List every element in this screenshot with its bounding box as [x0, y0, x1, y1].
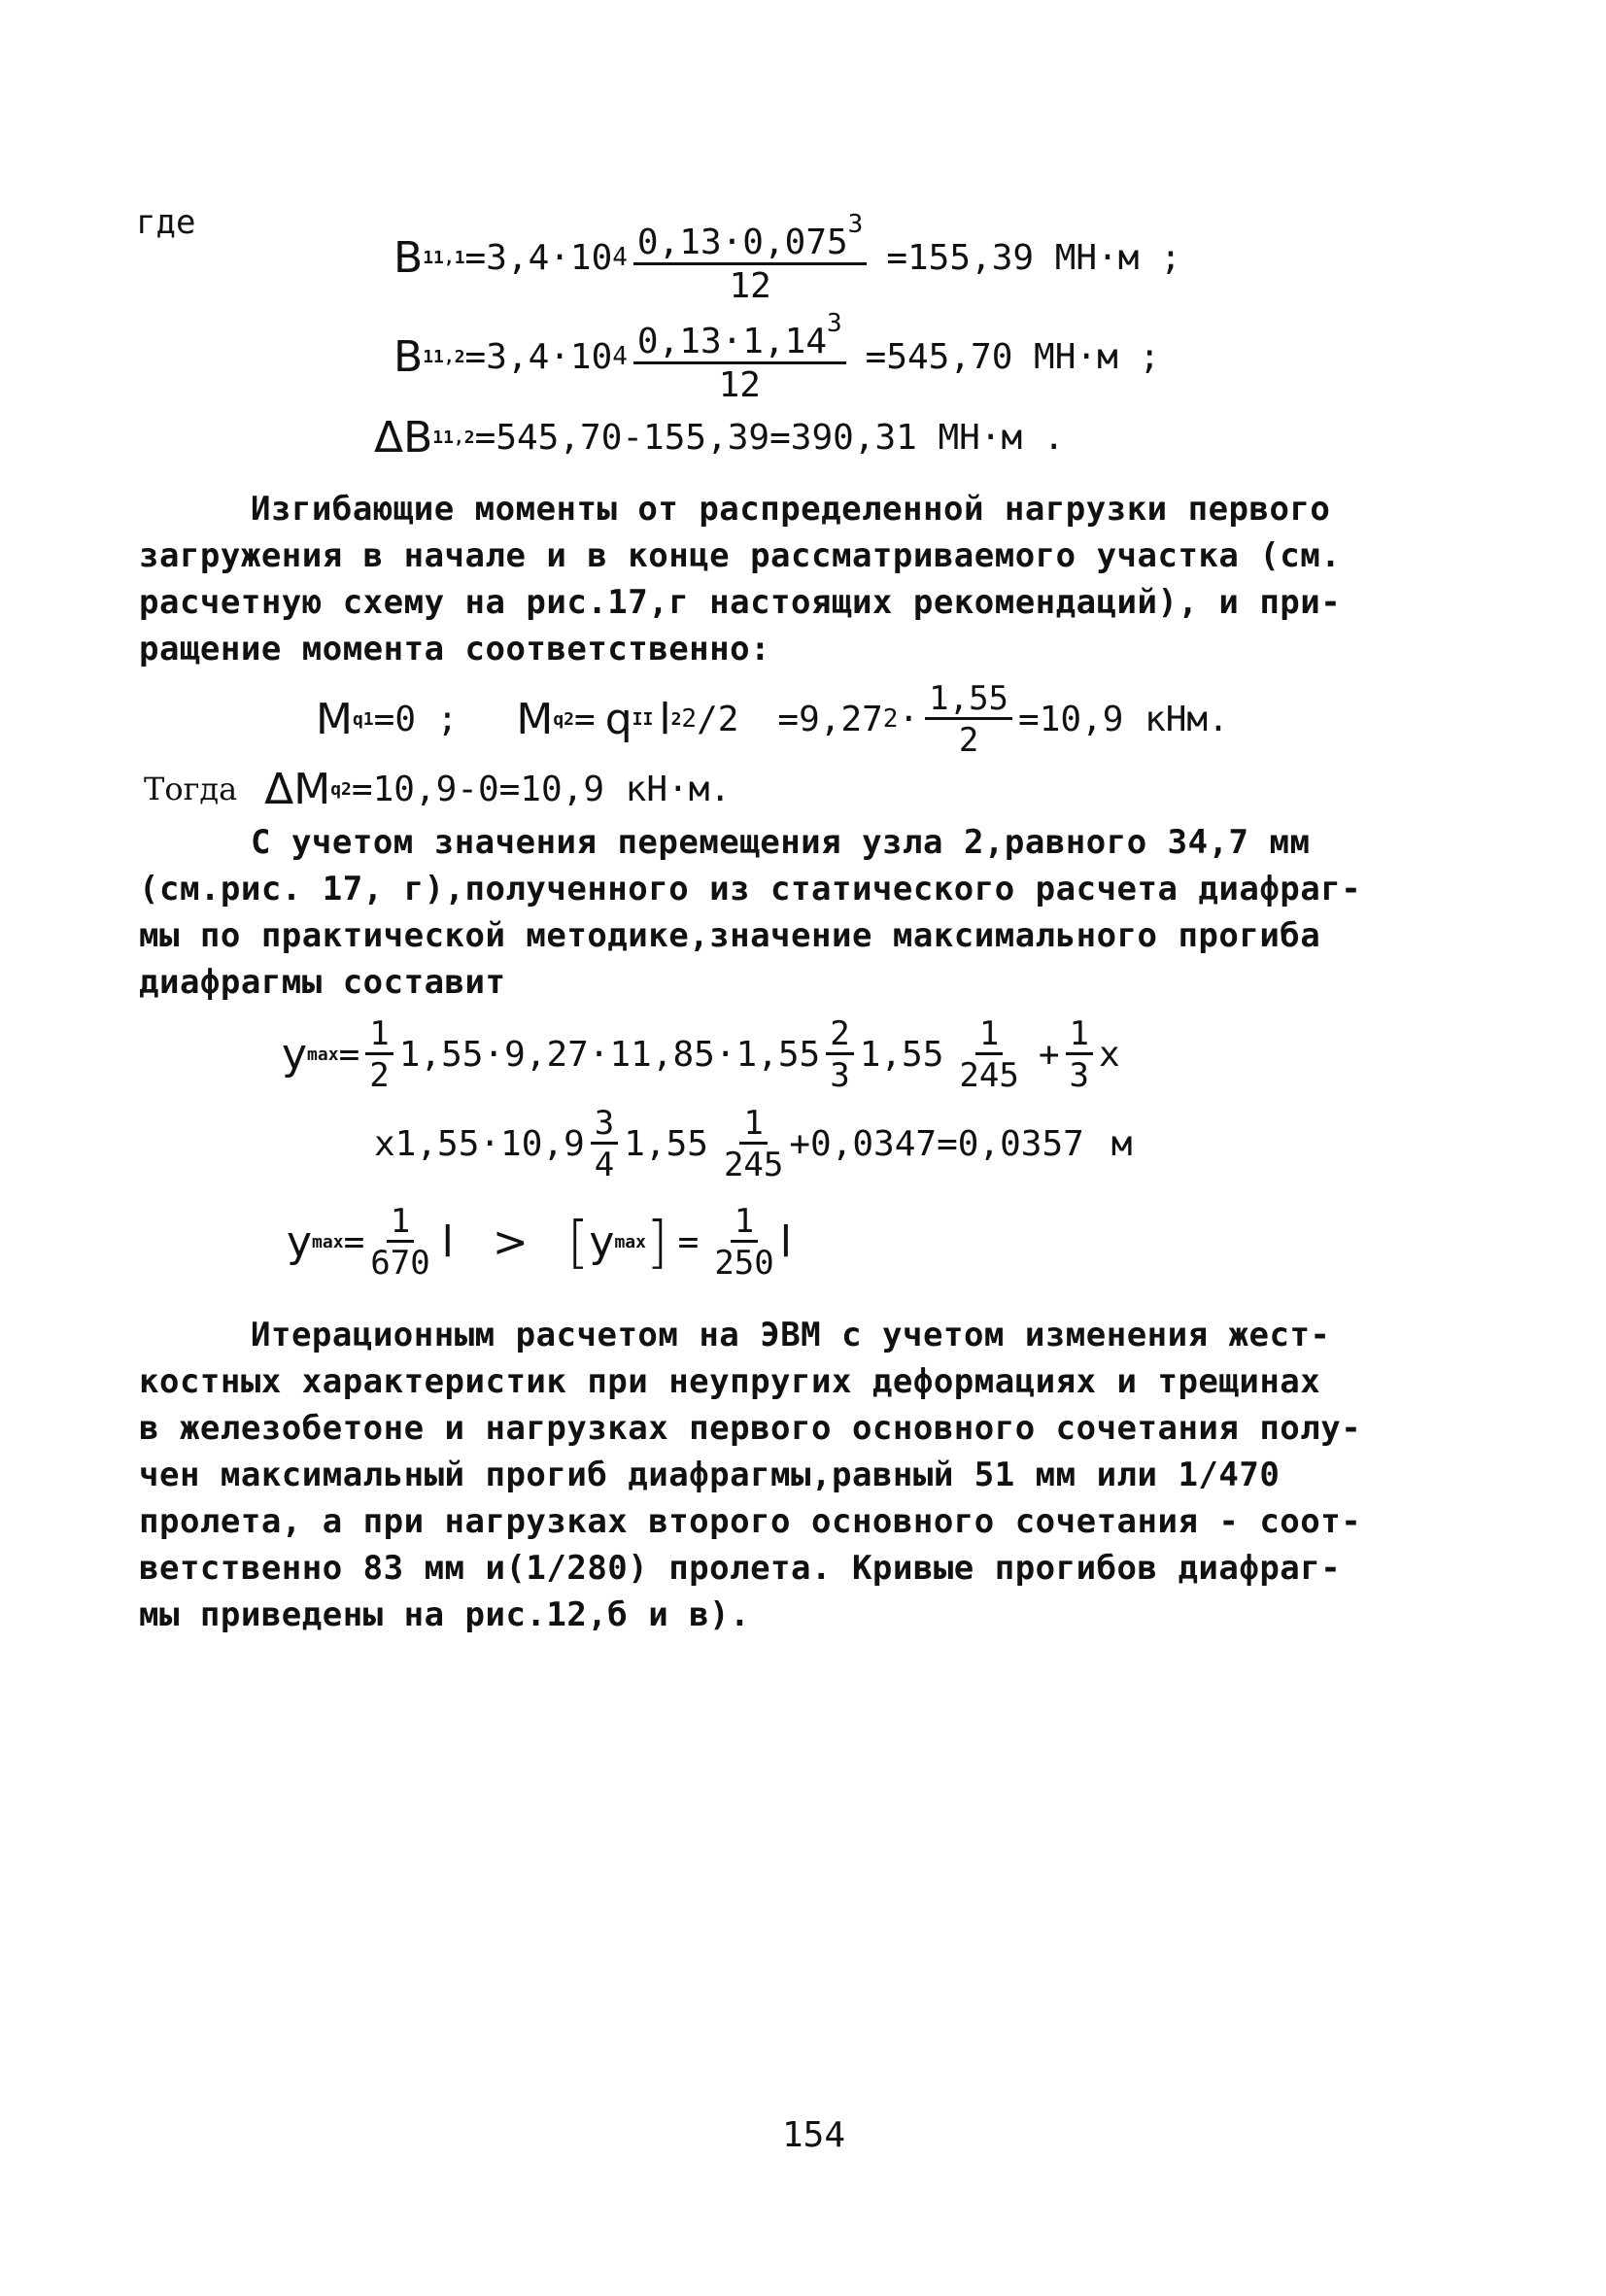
eq-sign: = [338, 1034, 360, 1075]
equation-delta-b [374, 408, 1065, 466]
eq-symbol: B [393, 331, 424, 382]
fraction-denominator: 250 [714, 1243, 774, 1283]
text-line: в железобетоне и нагрузках первого основного сочетания полу- [139, 1409, 1362, 1448]
text-line: загружения в начале и в конце рассматриваемого участка (см. [139, 536, 1342, 575]
eq-symbol: y [589, 1217, 615, 1267]
eq-lead: x1,55·10,9 [374, 1123, 585, 1164]
eq-value: =0 ; [373, 699, 459, 739]
fraction-numerator: 1 [365, 1017, 393, 1055]
eq-symbol: ΔB [374, 412, 433, 463]
eq-subscript: max [312, 1231, 344, 1252]
fraction-denominator: 12 [718, 364, 761, 405]
eq-right-bracket: ] [645, 1209, 668, 1275]
text-line: пролета, а при нагрузках второго основного сочетания - соот- [139, 1502, 1362, 1541]
text-line: костных характеристик при неупругих деформациях и трещинах [139, 1362, 1321, 1401]
text-line: расчетную схему на рис.17,г настоящих рекомендаций), и при- [139, 583, 1342, 622]
eq-subscript: q2 [330, 778, 352, 800]
eq-greater-than: > [492, 1217, 529, 1267]
fraction-denominator: 3 [830, 1055, 850, 1095]
eq-lead: =3,4·10 [464, 237, 613, 278]
fraction [723, 1103, 784, 1184]
paragraph-3 [139, 1312, 1361, 1638]
eq-part: 1,55·9,27·11,85·1,55 [398, 1034, 821, 1075]
eq-power: 2 [681, 704, 698, 734]
eq-part: 1,55 [859, 1034, 944, 1075]
eq-lead: =3,4·10 [464, 336, 613, 377]
text-line: (см.рис. 17, г),полученного из статического расчета диафраг- [139, 870, 1362, 908]
eq-divide: /2 [697, 699, 739, 739]
paragraph-2 [139, 819, 1361, 1006]
text-line: Итерационным расчетом на ЭВМ с учетом изменения жест- [251, 1316, 1331, 1354]
eq-power: 4 [612, 243, 628, 272]
fraction [591, 1103, 618, 1184]
eq-dot: · [898, 699, 920, 739]
eq-part: 1,55 [624, 1123, 708, 1164]
fraction-denominator: 4 [594, 1145, 615, 1184]
fraction-numerator: 1 [387, 1205, 414, 1243]
fraction-denominator: 12 [729, 265, 771, 306]
equation-ymax-1 [282, 1011, 1120, 1098]
eq-subscript: 2 [670, 708, 682, 730]
equation-b11-1 [393, 204, 1181, 311]
eq-symbol: y [287, 1217, 313, 1267]
eq-expression: =10,9-0=10,9 кН·м. [351, 769, 732, 809]
fraction-numerator: 1,55 [925, 682, 1012, 720]
eq-result: =545,70 МН·м ; [865, 336, 1161, 377]
fraction [959, 1013, 1019, 1095]
eq-symbol: y [282, 1029, 308, 1079]
equation-ymax-2 [374, 1100, 1132, 1187]
eq-subscript: max [307, 1044, 339, 1065]
fraction-numerator: 1 [731, 1205, 758, 1243]
fraction-denominator: 245 [959, 1055, 1019, 1095]
fraction-denominator: 3 [1069, 1055, 1089, 1095]
eq-symbol: q [604, 694, 632, 744]
eq-unit: м [1111, 1123, 1133, 1164]
eq-result: =10,9 кНм. [1018, 699, 1229, 739]
fraction-numerator: 1 [739, 1107, 767, 1145]
eq-expression: =545,70-155,39=390,31 МН·м . [474, 417, 1065, 458]
page-number: 154 [782, 2115, 846, 2155]
equation-b11-2 [393, 303, 1160, 410]
fraction [1066, 1013, 1093, 1095]
eq-power: 2 [882, 704, 899, 734]
fraction-numerator: 3 [591, 1107, 618, 1145]
numerator-power: 3 [827, 308, 842, 338]
fraction [365, 1013, 393, 1095]
togda-word: Тогда [144, 771, 238, 807]
text-line: мы приведены на рис.12,б и в). [139, 1595, 751, 1634]
eq-tail: +0,0347=0,0357 [789, 1123, 1084, 1164]
fraction-denominator: 2 [369, 1055, 390, 1095]
eq-tail: x [1099, 1034, 1120, 1075]
fraction-denominator: 2 [958, 720, 979, 760]
eq-symbol: ΔM [264, 764, 331, 814]
eq-plus: + [1038, 1034, 1060, 1075]
intro-word: где [136, 203, 196, 242]
equation-ymax-3 [287, 1193, 792, 1290]
fraction-numerator: 1 [975, 1017, 1003, 1055]
eq-sign: = [343, 1221, 365, 1262]
fraction [370, 1201, 430, 1283]
eq-sign: = [574, 699, 596, 739]
text-line: диафрагмы составит [139, 963, 506, 1002]
eq-subscript: 11,1 [423, 247, 465, 268]
text-line: мы по практической методике,значение максимального прогиба [139, 916, 1321, 955]
paragraph-1 [139, 486, 1341, 672]
fraction [925, 678, 1012, 760]
eq-power: 4 [612, 342, 628, 371]
fraction-denominator: 670 [370, 1243, 430, 1283]
eq-subscript: q2 [553, 708, 575, 730]
fraction-numerator: 0,13·0,075 [636, 222, 848, 262]
fraction [714, 1201, 774, 1283]
equation-moments [316, 680, 1229, 758]
eq-value: =9,27 [777, 699, 883, 739]
numerator-power: 3 [847, 209, 864, 239]
eq-symbol: l [659, 694, 671, 744]
fraction-numerator: 2 [826, 1017, 853, 1055]
fraction [633, 308, 846, 405]
eq-subscript: 11,2 [423, 346, 465, 367]
eq-left-bracket: [ [566, 1209, 590, 1275]
fraction [826, 1013, 853, 1095]
text-line: С учетом значения перемещения узла 2,равного 34,7 мм [251, 823, 1311, 862]
eq-subscript: max [614, 1231, 646, 1252]
text-line: ветственно 83 мм и(1/280) пролета. Кривые прогибов диафраг- [139, 1549, 1342, 1588]
eq-subscript: II [632, 708, 654, 730]
text-line: чен максимальный прогиб диафрагмы,равный 51 мм или 1/470 [139, 1456, 1281, 1494]
fraction-numerator: 1 [1066, 1017, 1093, 1055]
text-line: ращение момента соответственно: [139, 630, 771, 668]
eq-subscript: q1 [352, 708, 374, 730]
eq-result: =155,39 МН·м ; [886, 237, 1181, 278]
eq-symbol: l [779, 1217, 792, 1267]
fraction [633, 209, 867, 306]
fraction-numerator: 0,13·1,14 [636, 321, 827, 361]
eq-symbol: B [393, 232, 424, 283]
fraction-denominator: 245 [723, 1145, 784, 1184]
equation-togda [144, 760, 731, 818]
eq-symbol: M [516, 694, 554, 744]
eq-subscript: 11,2 [432, 427, 475, 448]
eq-symbol: M [316, 694, 353, 744]
text-line: Изгибающие моменты от распределенной нагрузки первого [251, 490, 1331, 529]
eq-sign: = [677, 1221, 700, 1262]
eq-symbol: l [441, 1217, 454, 1267]
